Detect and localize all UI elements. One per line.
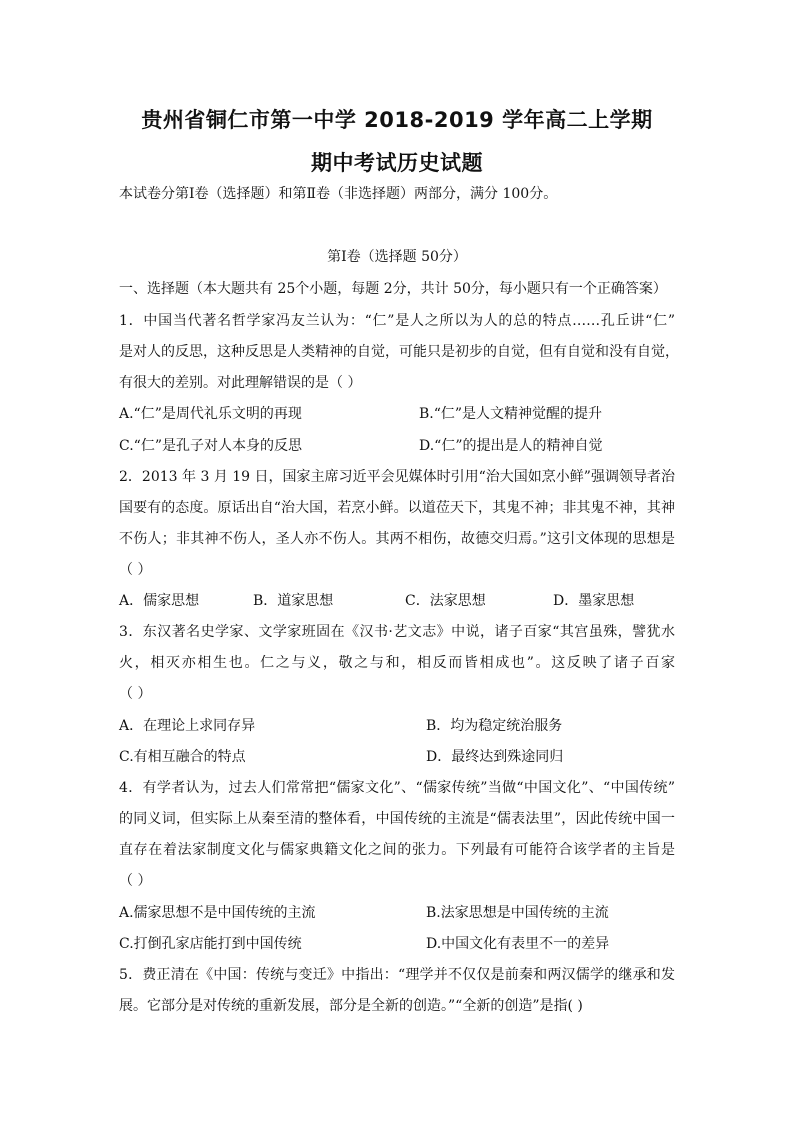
question-4-line-3: 直存在着法家制度文化与儒家典籍文化之间的张力。下列最有可能符合该学者的主旨是 <box>119 842 675 858</box>
question-5-line-2: 展。它部分是对传统的重新发展，部分是全新的创造。”“全新的创造”是指( ) <box>119 998 583 1014</box>
question-1-line-1: 1．中国当代著名哲学家冯友兰认为：“仁”是人之所以为人的总的特点……孔丘讲“仁” <box>119 313 675 329</box>
question-2-option-d: D．墨家思想 <box>553 593 635 609</box>
question-3-option-c: C.有相互融合的特点 <box>119 749 246 765</box>
question-4-option-a: A.儒家思想不是中国传统的主流 <box>119 905 316 921</box>
question-2-line-3: 不伤人；非其神不伤人，圣人亦不伤人。其两不相伤，故德交归焉。”这引文体现的思想是 <box>119 531 675 547</box>
question-2-option-c: C．法家思想 <box>405 593 486 609</box>
question-3-option-d: D．最终达到殊途同归 <box>426 749 564 765</box>
question-1-option-d: D.“仁”的提出是人的精神自觉 <box>419 438 603 454</box>
question-1-option-c: C.“仁”是孔子对人本身的反思 <box>119 438 302 454</box>
question-3-option-b: B．均为稳定统治服务 <box>426 718 563 734</box>
question-4-option-c: C.打倒孔家店能打到中国传统 <box>119 936 302 952</box>
question-4-line-1: 4．有学者认为，过去人们常常把“儒家文化”、“儒家传统”当做“中国文化”、“中国传统” <box>119 780 675 796</box>
question-3-line-3: （ ） <box>119 686 152 702</box>
question-1-option-a: A.“仁”是周代礼乐文明的再现 <box>119 406 302 422</box>
question-3-line-1: 3．东汉著名史学家、文学家班固在《汉书·艺文志》中说，诸子百家“其宫虽殊，譬犹水 <box>119 624 675 640</box>
question-2-line-2: 国要有的态度。原话出自“治大国，若烹小鲜。以道莅天下，其鬼不神；非其鬼不神，其神 <box>119 500 675 516</box>
part-heading: 一、选择题（本大题共有 25个小题，每题 2分，共计 50分，每小题只有一个正确答案） <box>119 281 667 297</box>
question-3-option-a: A．在理论上求同存异 <box>119 718 256 734</box>
intro-text: 本试卷分第Ⅰ卷（选择题）和第Ⅱ卷（非选择题）两部分，满分 100分。 <box>119 186 558 202</box>
question-5-line-1: 5．费正清在《中国：传统与变迁》中指出：“理学并不仅仅是前秦和两汉儒学的继承和发 <box>119 967 675 983</box>
question-4-line-2: 的同义词，但实际上从秦至清的整体看，中国传统的主流是“儒表法里”，因此传统中国一 <box>119 811 675 827</box>
question-2-line-1: 2．2013 年 3 月 19 日，国家主席习近平会见媒体时引用“治大国如烹小鲜”强调领导者治 <box>119 469 675 485</box>
question-1-line-2: 是对人的反思，这种反思是人类精神的自觉，可能只是初步的自觉，但有自觉和没有自觉， <box>119 344 679 360</box>
question-1-option-b: B.“仁”是人文精神觉醒的提升 <box>419 406 603 422</box>
question-1-line-3: 有很大的差别。对此理解错误的是（ ） <box>119 375 362 391</box>
question-2-line-4: （ ） <box>119 562 152 578</box>
question-3-line-2: 火，相灭亦相生也。仁之与义，敬之与和，相反而皆相成也”。这反映了诸子百家 <box>119 655 675 671</box>
question-2-option-a: A．儒家思想 <box>119 593 200 609</box>
exam-title-line1: 贵州省铜仁市第一中学 2018-2019 学年高二上学期 <box>141 108 653 132</box>
question-4-option-b: B.法家思想是中国传统的主流 <box>426 905 609 921</box>
exam-title-line2: 期中考试历史试题 <box>311 151 483 175</box>
question-4-option-d: D.中国文化有表里不一的差异 <box>426 936 610 952</box>
question-2-option-b: B．道家思想 <box>253 593 334 609</box>
section-title: 第Ⅰ卷（选择题 50分） <box>327 249 467 265</box>
question-4-line-4: （ ） <box>119 873 152 889</box>
